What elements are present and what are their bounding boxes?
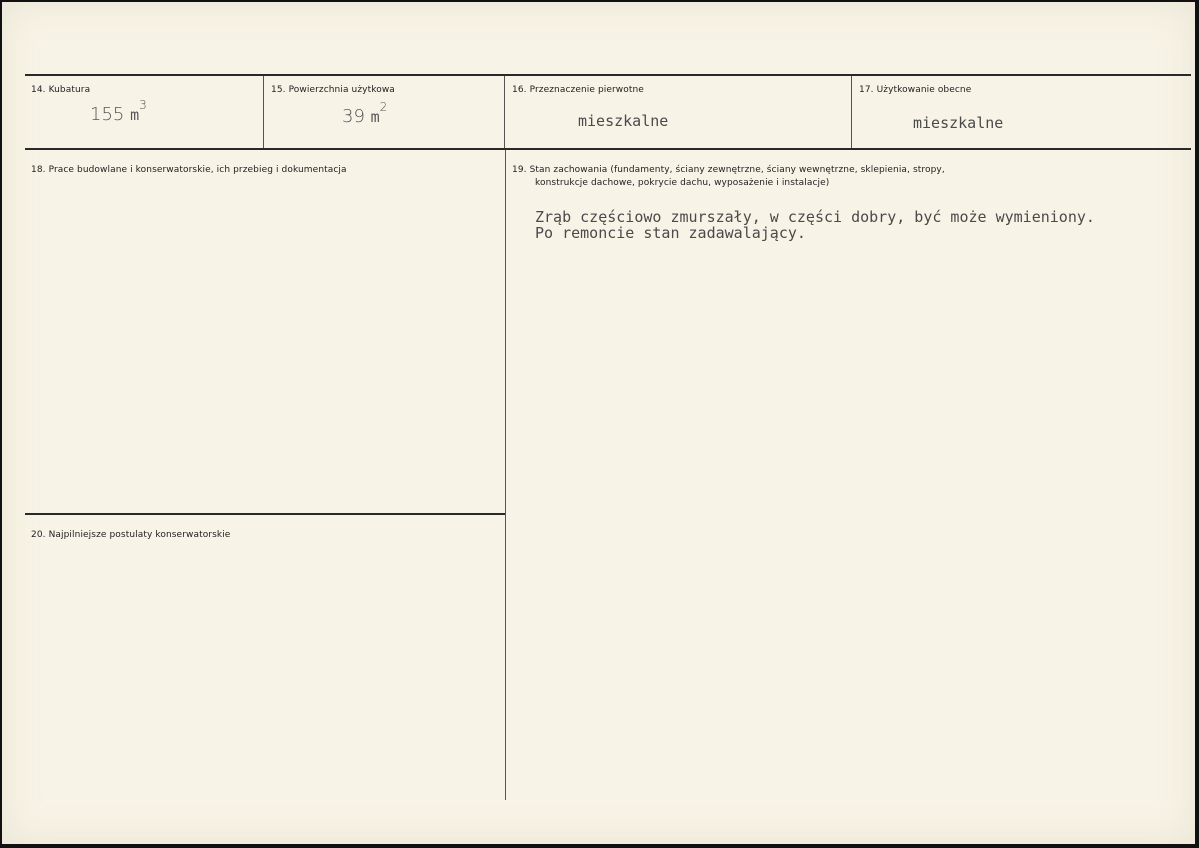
- field-16-label: 16. Przeznaczenie pierwotne: [512, 85, 644, 95]
- field-19-label-line2: konstrukcje dachowe, pokrycie dachu, wyposażenie i instalacje): [535, 178, 830, 188]
- record-card: [2, 2, 1195, 844]
- field-15-value: [342, 100, 388, 127]
- field-15-exp: 2: [379, 100, 388, 114]
- middle-rule: [25, 148, 1191, 150]
- field-15-unit: m: [370, 108, 380, 126]
- field-18-label: 18. Prace budowlane i konserwatorskie, ich przebieg i dokumentacja: [31, 165, 347, 175]
- divider-14-15: [263, 76, 264, 148]
- field-14-label: 14. Kubatura: [31, 85, 91, 95]
- main-divider: [505, 150, 506, 800]
- section-20-rule: [25, 513, 505, 515]
- top-rule: [25, 74, 1191, 76]
- field-14-number: 155: [90, 104, 125, 125]
- field-17-label: 17. Użytkowanie obecne: [859, 85, 972, 95]
- field-19-text-line1: Zrąb częściowo zmurszały, w części dobry, być może wymieniony.: [535, 208, 1095, 226]
- field-14-unit: m: [130, 106, 140, 124]
- field-17-value: mieszkalne: [913, 114, 1004, 132]
- field-14-exp: 3: [139, 98, 147, 112]
- field-15-number: 39: [342, 106, 365, 127]
- field-16-value: mieszkalne: [578, 112, 669, 130]
- field-19-label-line1: 19. Stan zachowania (fundamenty, ściany zewnętrzne, ściany wewnętrzne, sklepienia, stropy,: [512, 165, 945, 175]
- field-20-label: 20. Najpilniejsze postulaty konserwatorskie: [31, 530, 231, 540]
- divider-15-16: [504, 76, 505, 148]
- field-19-text-line2: Po remoncie stan zadawalający.: [535, 224, 806, 242]
- field-14-value: [90, 98, 147, 125]
- field-15-label: 15. Powierzchnia użytkowa: [271, 85, 395, 95]
- divider-16-17: [851, 76, 852, 148]
